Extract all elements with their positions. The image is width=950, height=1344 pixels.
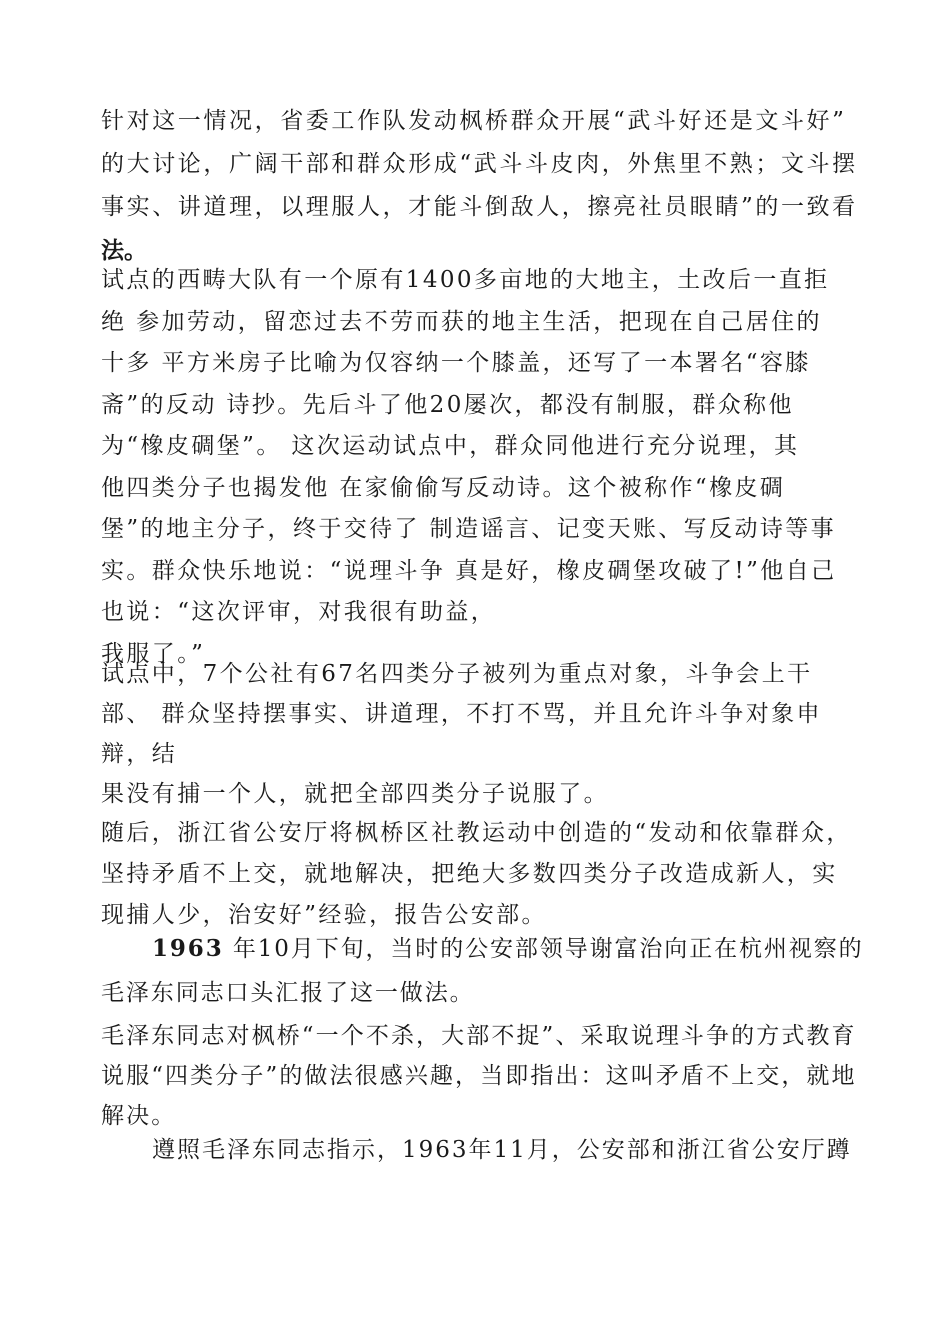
text-line: 辩，结 [101,741,178,767]
text-line: 绝 参加劳动，留恋过去不劳而获的地主生活，把现在自己居住的 [101,308,822,335]
paragraph-pilot-results [101,654,871,814]
text-line: 的大讨论，广阔干部和群众形成“武斗斗皮肉，外焦里不熟；文斗摆 [101,151,858,177]
text-line: 说服“四类分子”的做法很感兴趣，当即指出：这叫矛盾不上交，就地 [101,1063,857,1089]
text-line: 他四类分子也揭发他 在家偷偷写反动诗。这个被称作“橡皮碉 [101,474,786,501]
text-line: 遵照毛泽东同志指示，1963年11月，公安部和浙江省公安厅蹲 [152,1137,852,1163]
text-line: 随后，浙江省公安厅将枫桥区社教运动中创造的“发动和依靠群众， [101,820,852,846]
paragraph-1963-report [101,926,871,1016]
text-line: 针对这一情况，省委工作队发动枫桥群众开展“武斗好还是文斗好” [101,108,847,134]
text-line: 解决。 [101,1103,177,1129]
text-line: 堡”的地主分子，终于交待了 制造谣言、记变天账、写反动诗等事 [101,516,837,542]
paragraph-mao-comment [101,1016,871,1136]
text-line [101,926,871,971]
text-line: 为“橡皮碉堡”。 这次运动试点中，群众同他进行充分说理，其 [101,433,800,459]
text-line: 部、 群众坚持摆事实、讲道理，不打不骂，并且允许斗争对象申 [101,701,822,727]
text-line: 法。 [101,237,147,264]
text-line: 我服了。” [101,640,206,667]
paragraph-report [101,813,871,936]
text-line: 也说：“这次评审，对我很有助益， [101,599,497,625]
text-line: 毛泽东同志口头汇报了这一做法。 [101,980,475,1006]
text-line: 事实、讲道理，以理服人，才能斗倒敌人，擦亮社员眼睛”的一致看 [101,194,858,220]
text-line: 十多 平方米房子比喻为仅容纳一个膝盖，还写了一本署名“容膝 [101,350,811,376]
paragraph-rubber-fortress [101,260,871,675]
text-line: 实。群众快乐地说：“说理斗争 真是好，橡皮碉堡攻破了!”他自己 [101,557,837,584]
text-line: 试点的西畴大队有一个原有1400多亩地的大地主，土改后一直拒 [101,267,830,293]
text-line: 现捕人少，治安好”经验，报告公安部。 [101,902,547,928]
year-text: 1963 [152,935,224,962]
text-line: 坚持矛盾不上交，就地解决，把绝大多数四类分子改造成新人，实 [101,861,838,887]
text-line: 毛泽东同志对枫桥“一个不杀，大部不捉”、采取说理斗争的方式教育 [101,1023,857,1049]
text-line: 果没有捕一个人，就把全部四类分子说服了。 [101,781,609,807]
paragraph-discussion [101,100,871,272]
text-fragment: 年10月下旬，当时的公安部领导谢富治向正在杭州视察的 [223,936,864,962]
text-line: 斋”的反动 诗抄。先后斗了他20屡次，都没有制服，群众称他 [101,391,794,418]
text-line: 试点中，7个公社有67名四类分子被列为重点对象，斗争会上干 [101,661,813,687]
paragraph-instruction [101,1130,871,1170]
